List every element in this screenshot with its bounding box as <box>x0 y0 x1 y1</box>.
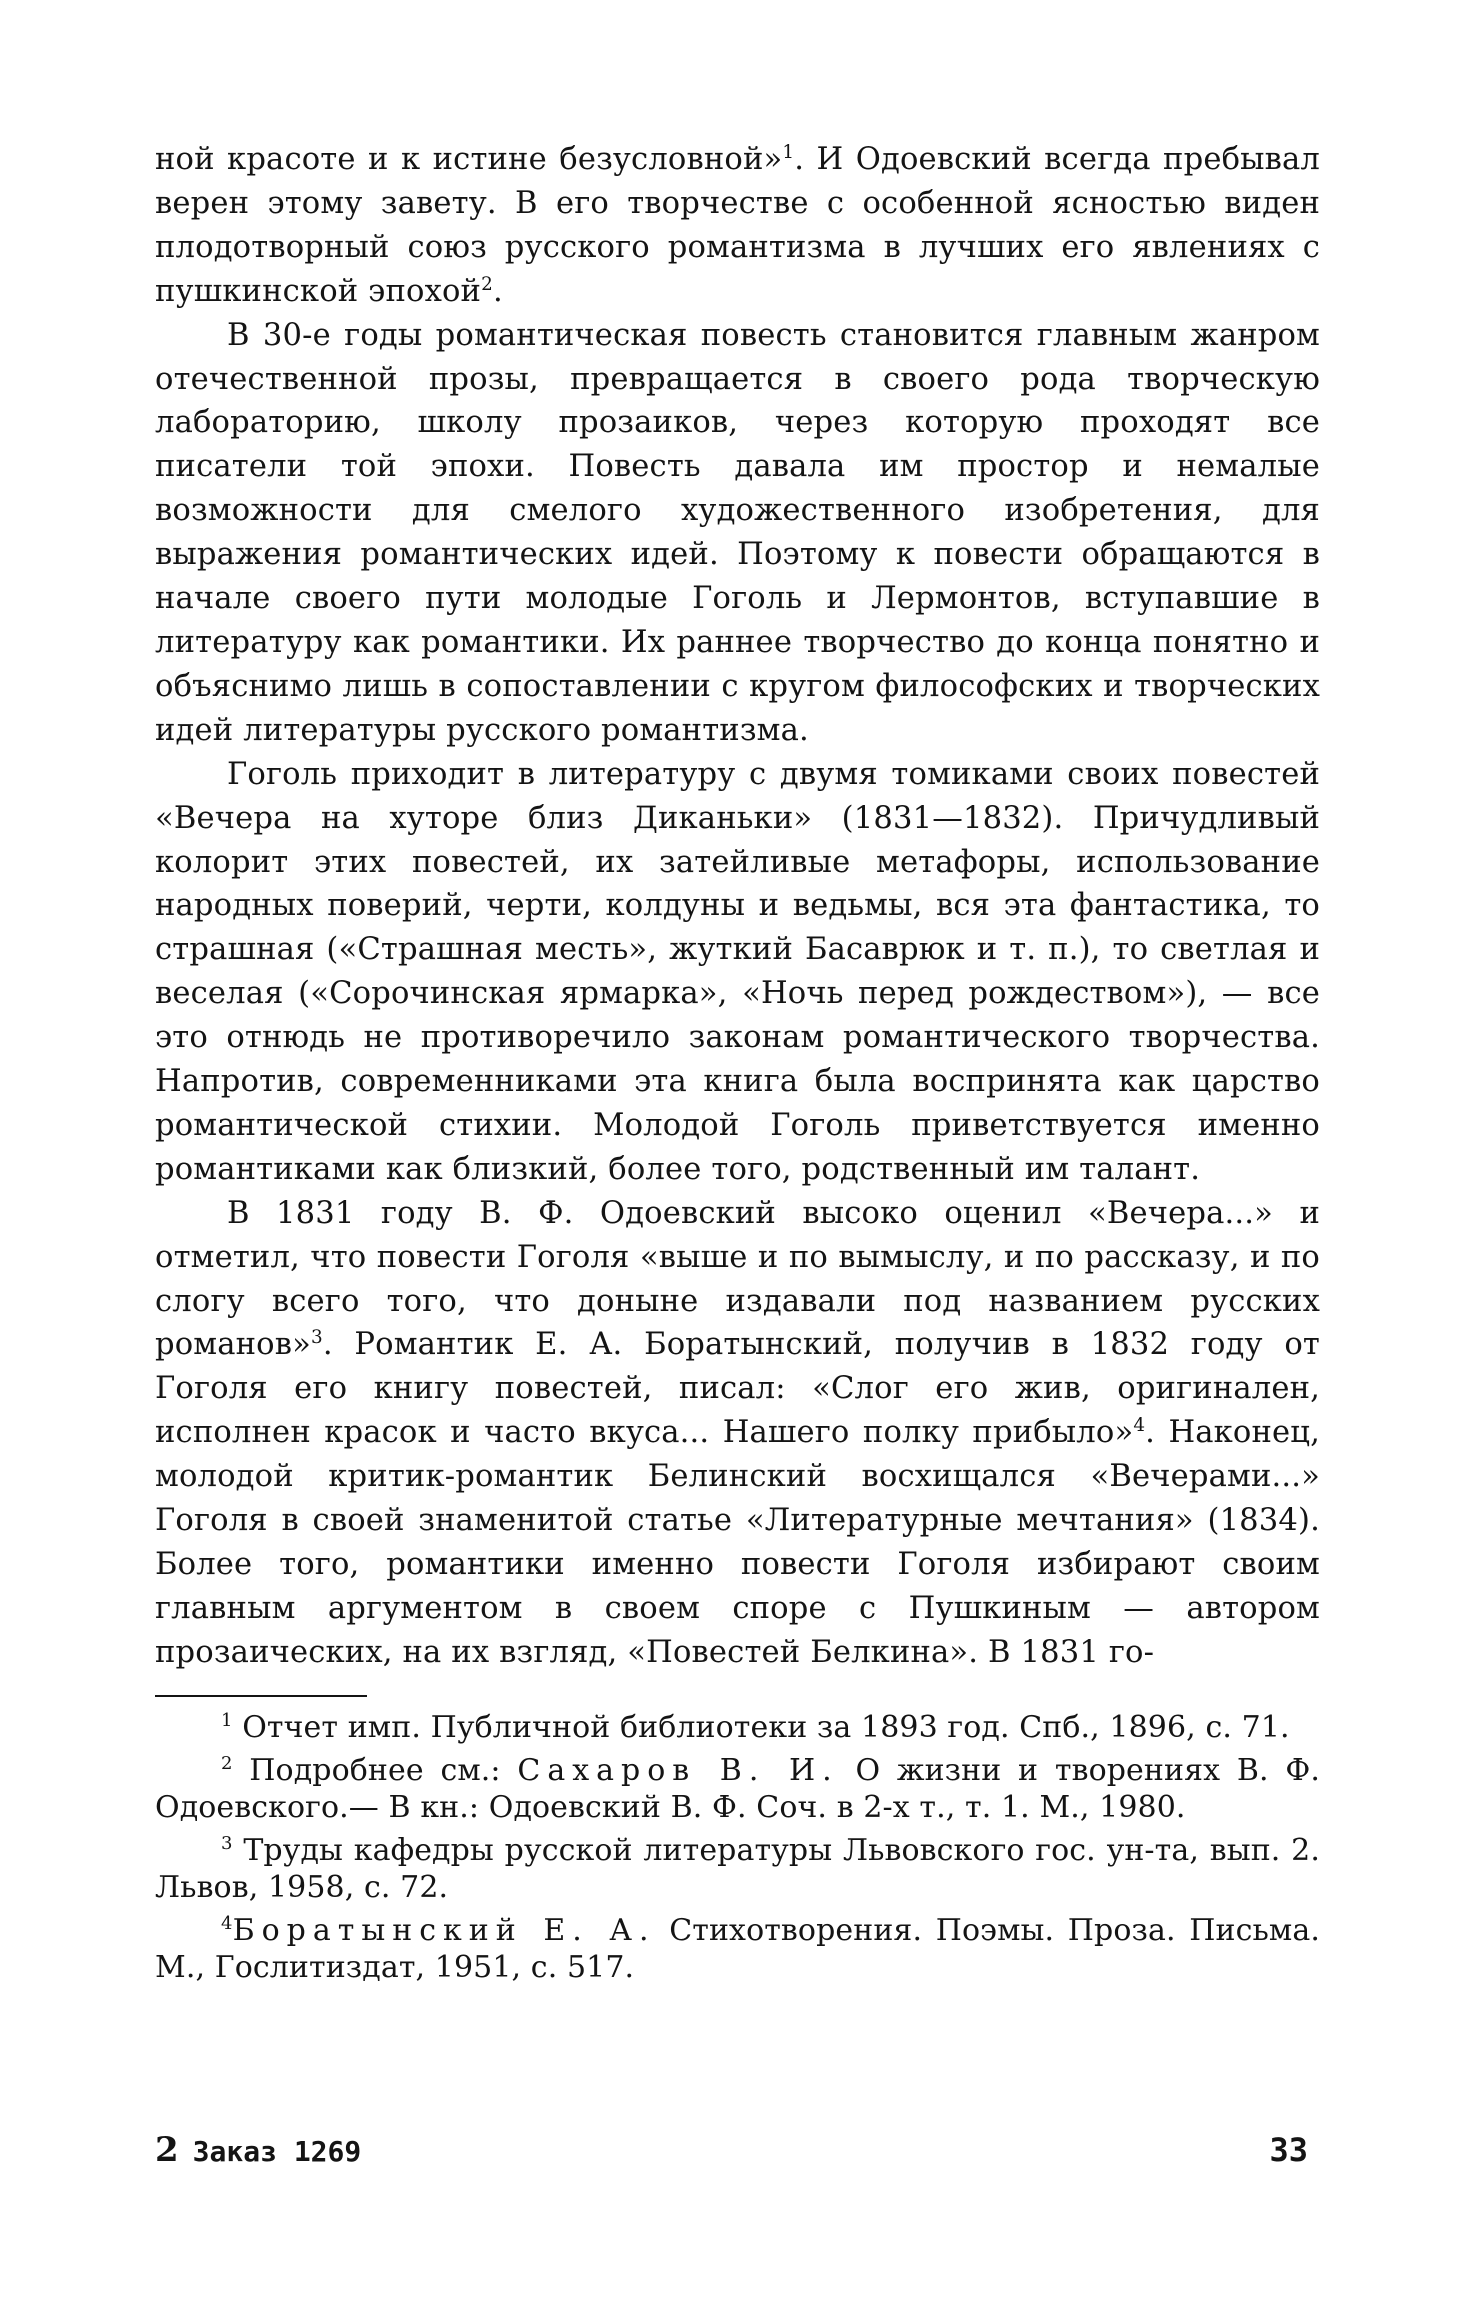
footnote-1 <box>155 1709 1320 1746</box>
footnote-4-mark: 4 <box>221 1912 233 1934</box>
paragraph-1-text-c: . <box>492 273 503 309</box>
paragraph-4-text-a: В 1831 году В. Ф. Одоевский высоко оценил «Вечера...» и отметил, что повести Гоголя «выше и по вымыслу, и по рассказу, и по слогу всего того, что доныне издавали под названием русских романов» <box>155 1195 1320 1363</box>
paragraph-1-text-b: . И Одоевский всегда пребывал верен этому завету. В его творчестве с особенной ясностью виден плодотворный союз русского романтизма в лучших его явлениях с пушкинской эпохой <box>155 142 1320 309</box>
footnote-3-mark: 3 <box>221 1832 233 1854</box>
footnote-2-mark: 2 <box>221 1752 233 1774</box>
footnote-2-author: Сахаров В. И. <box>517 1752 839 1788</box>
paragraph-1 <box>155 138 1320 314</box>
footnote-ref-3: 3 <box>311 1327 323 1349</box>
footnote-4-text: Стихотворения. Поэмы. Проза. Письма. М., Гослитиздат, 1951, с. 517. <box>155 1912 1320 1985</box>
paragraph-1-text-a: ной красоте и к истине безусловной» <box>155 142 783 177</box>
signature-text: Заказ 1269 <box>192 2135 362 2168</box>
body-text <box>155 138 1320 1675</box>
footnote-2-prefix: Подробнее см.: <box>232 1752 518 1788</box>
footnote-3-text: Труды кафедры русской литературы Львовского гос. ун-та, вып. 2. Львов, 1958, с. 72. <box>155 1832 1320 1905</box>
footnote-ref-2: 2 <box>481 273 493 295</box>
paragraph-4-text-c: . Наконец, молодой критик-романтик Белинский восхищался «Вечерами...» Гоголя в своей знаменитой статье «Литературные мечтания» (1834). Более того, романтики именно повести Гоголя избирают своим главным аргументом в своем споре с Пушкиным — автором прозаических, на их взгляд, «Повестей Белкина». В 1831 го- <box>155 1415 1320 1670</box>
book-page <box>155 138 1320 2238</box>
footnotes <box>155 1709 1320 1986</box>
paragraph-3: Гоголь приходит в литературу с двумя томиками своих повестей «Вечера на хуторе близ Диканьки» (1831—1832). Причудливый колорит этих повестей, их затейливые метафоры, использование народных поверий, черти, колдуны и ведьмы, вся эта фантастика, то страшная («Страшная месть», жуткий Басаврюк и т. п.), то светлая и веселая («Сорочинская ярмарка», «Ночь перед рождеством»), — все это отнюдь не противоречило законам романтического творчества. Напротив, современниками эта книга была воспринята как царство романтической стихии. Молодой Гоголь приветствуется именно романтиками как близкий, более того, родственный им талант. <box>155 756 1320 1187</box>
footnote-divider <box>155 1695 367 1697</box>
footnote-1-text: Отчет имп. Публичной библиотеки за 1893 год. Спб., 1896, с. 71. <box>232 1709 1290 1745</box>
footnote-3 <box>155 1832 1320 1906</box>
footnote-4-author: Боратынский Е. А. <box>232 1912 656 1948</box>
footnote-ref-4: 4 <box>1133 1415 1146 1437</box>
page-footer <box>155 2128 1320 2172</box>
footnote-4 <box>155 1912 1320 1986</box>
footnote-2 <box>155 1752 1320 1826</box>
printer-signature <box>155 2128 361 2174</box>
signature-number: 2 <box>155 2130 179 2170</box>
paragraph-4 <box>155 1192 1320 1675</box>
paragraph-2: В 30-е годы романтическая повесть становится главным жанром отечественной прозы, превращается в своего рода творческую лабораторию, школу прозаиков, через которую проходят все писатели той эпохи. Повесть давала им простор и немалые возможности для смелого художественного изобретения, для выражения романтических идей. Поэтому к повести обращаются в начале своего пути молодые Гоголь и Лермонтов, вступавшие в литературу как романтики. Их раннее творчество до конца понятно и объяснимо лишь в сопоставлении с кругом философских и творческих идей литературы русского романтизма. <box>155 317 1320 748</box>
footnote-1-mark: 1 <box>221 1709 233 1731</box>
footnote-ref-1: 1 <box>782 141 795 163</box>
page-number: 33 <box>1269 2131 1308 2169</box>
paragraph-4-text-b: . Романтик Е. А. Боратынский, получив в 1832 году от Гоголя его книгу повестей, писал: «Слог его жив, оригинален, исполнен красок и часто вкуса... Нашего полку прибыло» <box>155 1327 1320 1451</box>
footnote-2-text: О жизни и творениях В. Ф. Одоевского.— В кн.: Одоевский В. Ф. Соч. в 2-х т., т. 1. М., 1980. <box>155 1752 1321 1825</box>
